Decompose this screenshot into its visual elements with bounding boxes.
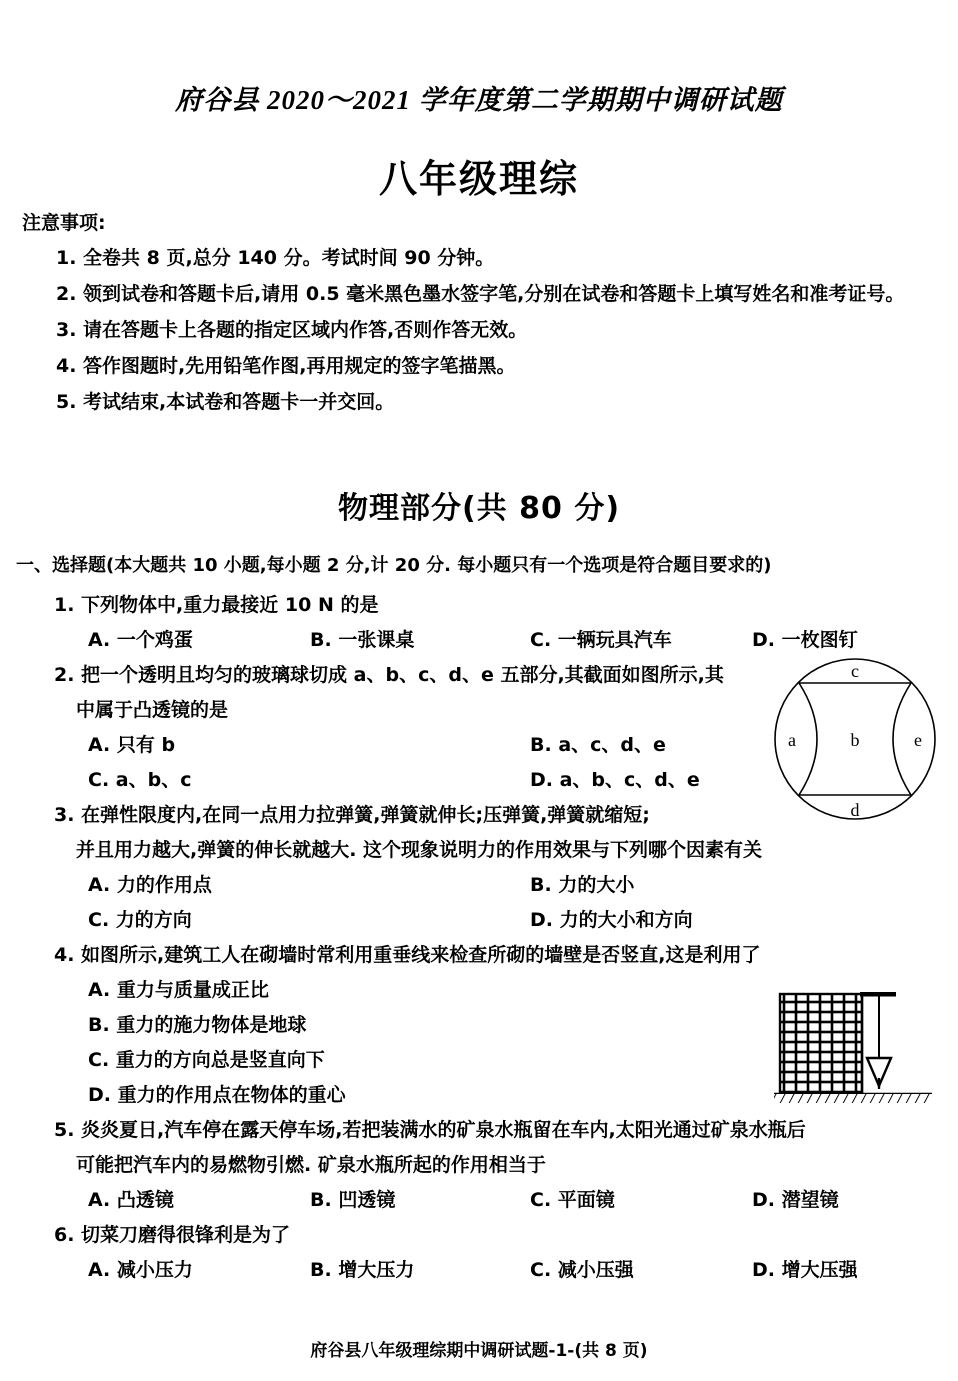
option-c[interactable]: C. 重力的方向总是竖直向下 [88,1049,325,1071]
question-stem-cont: 并且用力越大,弹簧的伸长就越大. 这个现象说明力的作用效果与下列哪个因素有关 [76,839,763,861]
notice-item: 2. 领到试卷和答题卡后,请用 0.5 毫米黑色墨水签字笔,分别在试卷和答题卡上填写姓名和准考证号。 [56,283,905,305]
option-a[interactable]: A. 只有 b [88,734,176,756]
notice-list [22,240,938,420]
option-row [0,1183,958,1218]
notice-heading: 注意事项: [22,212,106,234]
option-row [0,1253,958,1288]
plumb-line-diagram [772,982,934,1110]
question-5 [0,1113,958,1218]
notice-item: 5. 考试结束,本试卷和答题卡一并交回。 [56,391,395,413]
option-b[interactable]: B. 重力的施力物体是地球 [88,1014,307,1036]
option-row [0,868,958,903]
option-d[interactable]: D. 重力的作用点在物体的重心 [88,1084,346,1106]
question-stem: 6. 切菜刀磨得很锋利是为了 [54,1224,291,1246]
section-heading: 一、选择题(本大题共 10 小题,每小题 2 分,计 20 分. 每小题只有一个选项是符合题目要求的) [16,555,772,576]
option-a[interactable]: A. 力的作用点 [88,874,212,896]
option-d[interactable]: D. 潜望镜 [752,1189,839,1211]
option-c[interactable]: C. a、b、c [88,769,192,791]
notice-item: 1. 全卷共 8 页,总分 140 分。考试时间 90 分钟。 [56,247,495,269]
figure-glass-sphere-cross-section [772,656,938,827]
option-c[interactable]: C. 减小压强 [530,1259,634,1281]
brick-wall [780,994,862,1094]
question-6 [0,1218,958,1288]
glass-sphere-diagram [772,656,938,822]
option-b[interactable]: B. a、c、d、e [530,734,666,756]
option-a[interactable]: A. 一个鸡蛋 [88,629,193,651]
question-1 [0,588,958,658]
question-stem: 3. 在弹性限度内,在同一点用力拉弹簧,弹簧就伸长;压弹簧,弹簧就缩短; [54,804,650,826]
option-d[interactable]: D. 力的大小和方向 [530,909,693,931]
label-a: a [788,730,796,750]
option-a[interactable]: A. 减小压力 [88,1259,193,1281]
subject-title: 八年级理综 [378,157,579,201]
option-d[interactable]: D. 增大压强 [752,1259,858,1281]
option-b[interactable]: B. 增大压力 [310,1259,415,1281]
question-stem: 5. 炎炎夏日,汽车停在露天停车场,若把装满水的矿泉水瓶留在车内,太阳光通过矿泉水瓶后 [54,1119,806,1141]
label-d: d [850,800,860,820]
notice-item: 4. 答作图题时,先用铅笔作图,再用规定的签字笔描黑。 [56,355,516,377]
figure-brick-wall-plumb-line [772,982,934,1115]
question-stem: 4. 如图所示,建筑工人在砌墙时常利用重垂线来检查所砌的墙壁是否竖直,这是利用了 [54,944,761,966]
page-title: 府谷县 2020～2021 学年度第二学期期中调研试题 [175,85,783,115]
label-c: c [851,661,859,681]
question-stem-cont: 中属于凸透镜的是 [76,699,229,721]
option-d[interactable]: D. a、b、c、d、e [530,769,700,791]
notice-item: 3. 请在答题卡上各题的指定区域内作答,否则作答无效。 [56,319,528,341]
option-row [0,903,958,938]
label-b: b [850,730,860,750]
option-a[interactable]: A. 凸透镜 [88,1189,174,1211]
question-stem-cont: 可能把汽车内的易燃物引燃. 矿泉水瓶所起的作用相当于 [76,1154,546,1176]
question-stem: 2. 把一个透明且均匀的玻璃球切成 a、b、c、d、e 五部分,其截面如图所示,其 [54,664,724,686]
option-b[interactable]: B. 力的大小 [530,874,635,896]
label-e: e [914,730,922,750]
option-c[interactable]: C. 平面镜 [530,1189,615,1211]
page-footer: 府谷县八年级理综期中调研试题-1-(共 8 页) [310,1341,648,1361]
option-a[interactable]: A. 重力与质量成正比 [88,979,269,1001]
option-d[interactable]: D. 一枚图钉 [752,629,858,651]
option-c[interactable]: C. 一辆玩具汽车 [530,629,672,651]
option-c[interactable]: C. 力的方向 [88,909,192,931]
ground-hatching [774,1094,932,1103]
option-b[interactable]: B. 一张课桌 [310,629,415,651]
part-title: 物理部分(共 80 分) [337,491,621,526]
option-row [0,623,958,658]
option-b[interactable]: B. 凹透镜 [310,1189,396,1211]
left-arc [799,683,817,795]
right-arc [893,683,911,795]
question-stem: 1. 下列物体中,重力最接近 10 N 的是 [54,594,379,616]
